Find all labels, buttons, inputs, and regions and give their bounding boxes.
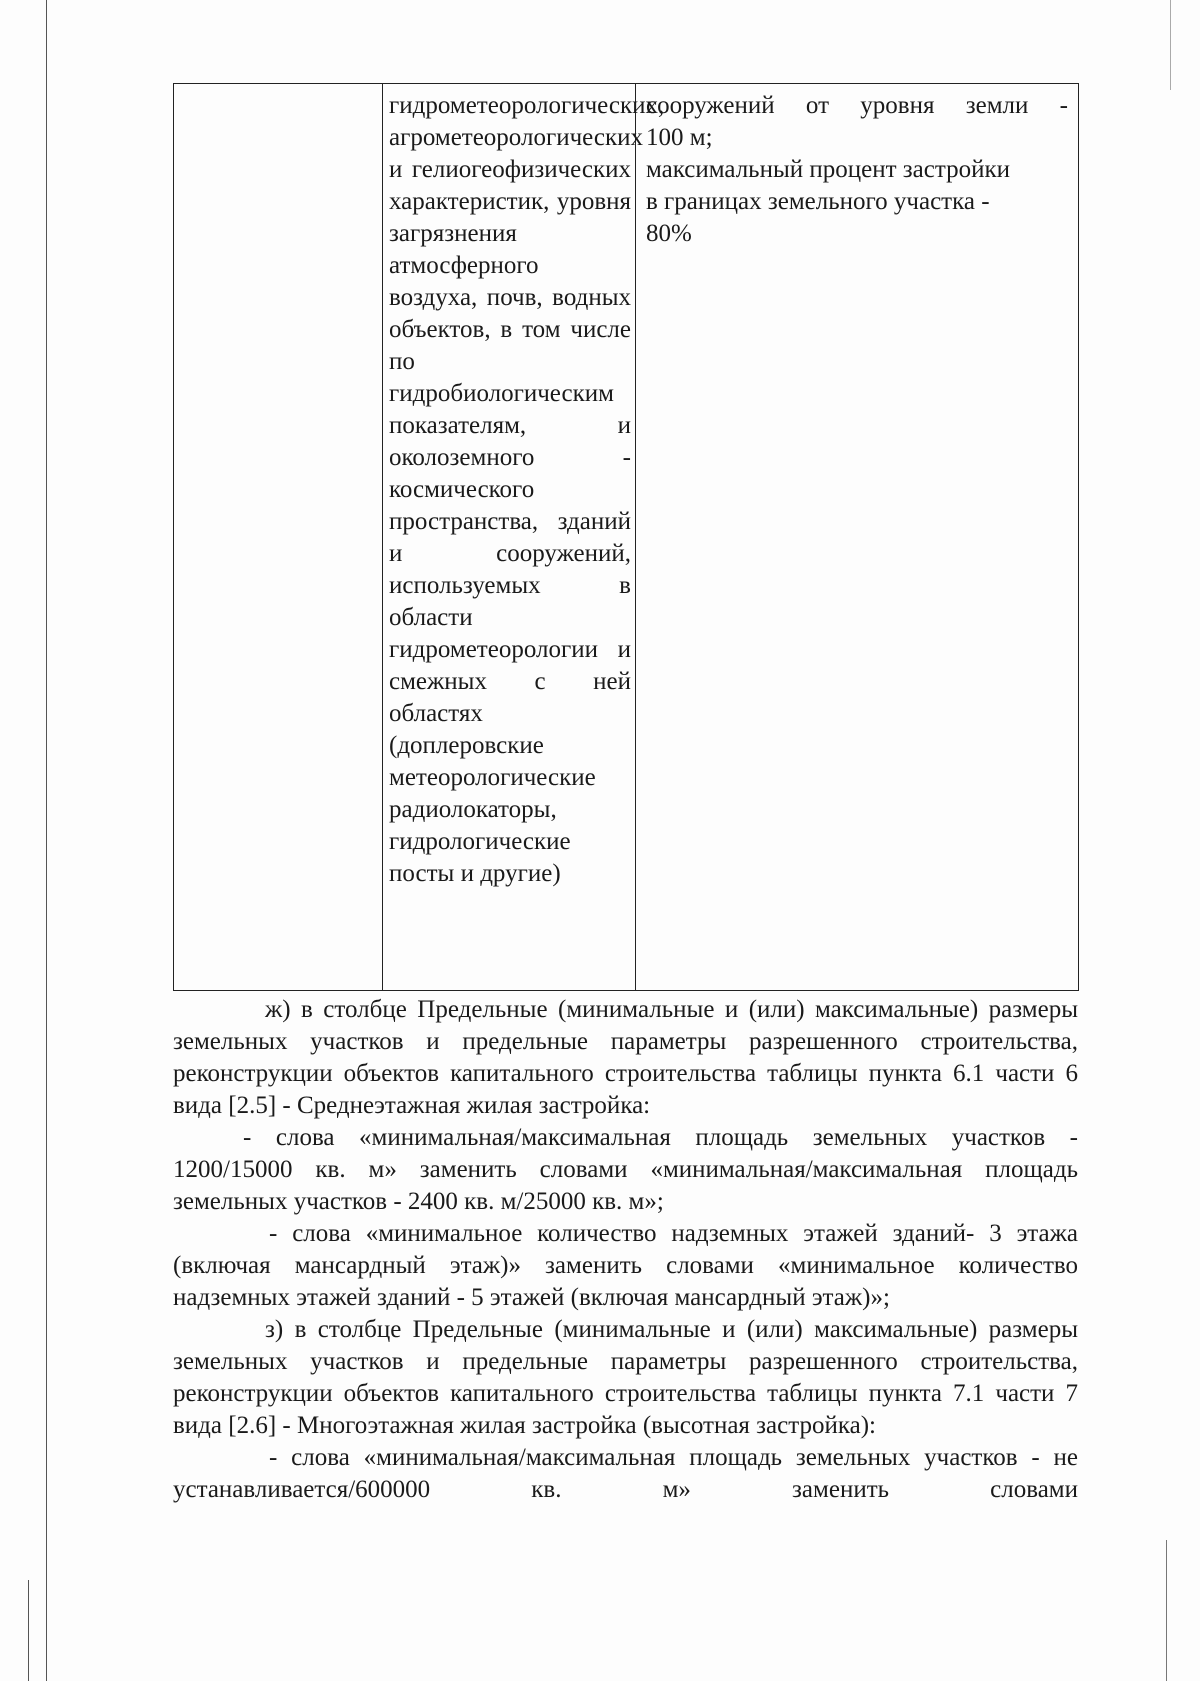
table-cell-parameters [636,84,1079,991]
paragraph-zh: ж) в столбце Предельные (минимальные и (или) максимальные) размеры земельных участков и предельные параметры разрешенного строительства, реконструкции объектов капитального строительства таблицы пункта 6.1 части 6 вида [2.5] - Среднеэтажная жилая застройка: [173,996,1078,1119]
paragraph-z: з) в столбце Предельные (минимальные и (или) максимальные) размеры земельных участков и предельные параметры разрешенного строительства, реконструкции объектов капитального строительства таблицы пункта 7.1 части 7 вида [2.6] - Многоэтажная жилая застройка (высотная застройка): [173,1316,1078,1439]
scan-margin-line [46,0,47,1681]
paragraph-zh-item-1: - слова «минимальная/максимальная площадь земельных участков - 1200/15000 кв. м» заменить словами «минимальная/максимальная площадь земельных участков - 2400 кв. м/25000 кв. м»; [173,1124,1078,1215]
paragraph-z-item-1: - слова «минимальная/максимальная площадь земельных участков - не устанавливается/600000 кв. м» заменить словами [173,1444,1078,1503]
document-body [173,994,1078,1506]
parameter-line: сооружений от уровня земли - [646,92,1068,119]
scan-margin-line [28,1580,29,1681]
parameter-line: максимальный процент застройки [646,156,1011,183]
table-cell-empty [174,84,383,991]
table-cell-purpose: гидрометеорологических, агрометеорологических и гелиогеофизических характеристик, уровня загрязнения атмосферного воздуха, почв, водных объектов, в том числе по гидробиологическим показателям, и околоземного - космического пространства, зданий и сооружений, используемых в области гидрометеорологии и смежных с ней областях (доплеровские метеорологические радиолокаторы, гидрологические посты и другие) [383,84,636,991]
parameter-line: в границах земельного участка - [646,188,990,215]
regulation-table [173,83,1079,991]
paragraph-zh-item-2: - слова «минимальное количество надземных этажей зданий- 3 этажа (включая мансардный этаж)» заменить словами «минимальное количество надземных этажей зданий - 5 этажей (включая мансардный этаж)»; [173,1220,1078,1311]
table-row [174,84,1079,991]
scan-margin-line [1170,0,1171,90]
parameter-line: 100 м; [646,124,713,151]
scan-margin-line [1166,1540,1167,1681]
parameter-line: 80% [646,220,692,247]
